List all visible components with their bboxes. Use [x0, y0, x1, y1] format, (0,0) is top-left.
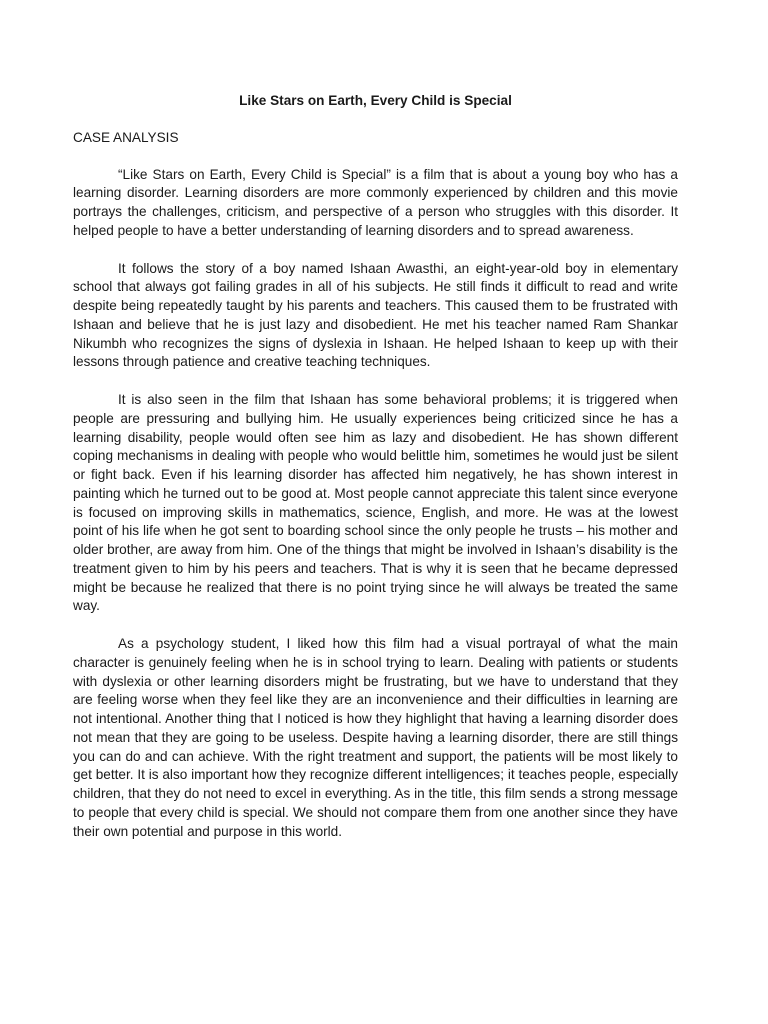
paragraph-1: “Like Stars on Earth, Every Child is Special” is a film that is about a young boy who has a learning disorder. Learning disorders are more commonly experienced by children and this movie portrays the challenges, criticism, and perspective of a person who struggles with this disorder. It helped people to have a better understanding of learning disorders and to spread awareness.: [73, 166, 678, 238]
section-heading: CASE ANALYSIS: [73, 129, 179, 145]
document-title: Like Stars on Earth, Every Child is Special: [239, 93, 512, 108]
paragraph-4: As a psychology student, I liked how this film had a visual portrayal of what the main character is genuinely feeling when he is in school trying to learn. Dealing with patients or students with dyslexia or other learning disorders might be frustrating, but we have to understand that they are feeling worse when they feel like they are an inconvenience and their difficulties in learning are not intentional. Another thing that I noticed is how they highlight that having a learning disorder does not mean that they are going to be useless. Despite having a learning disorder, there are still things you can do and can achieve. With the right treatment and support, the patients will be most likely to get better. It is also important how they recognize different intelligences; it teaches people, especially children, that they do not need to excel in everything. As in the title, this film sends a strong message to people that every child is special. We should not compare them from one another since they have their own potential and purpose in this world.: [73, 636, 678, 839]
paragraph-2: It follows the story of a boy named Ishaan Awasthi, an eight-year-old boy in elementary school that always got failing grades in all of his subjects. He still finds it difficult to read and write despite being repeatedly taught by his parents and teachers. This caused them to be frustrated with Ishaan and believe that he is just lazy and disobedient. He met his teacher named Ram Shankar Nikumbh who recognizes the signs of dyslexia in Ishaan. He helped Ishaan to keep up with their lessons through patience and creative teaching techniques.: [73, 260, 678, 370]
paragraph-3: It is also seen in the film that Ishaan has some behavioral problems; it is triggered when people are pressuring and bullying him. He usually experiences being criticized since he has a learning disability, people would often see him as lazy and disobedient. He has shown different coping mechanisms in dealing with people who would belittle him, sometimes he would just be silent or fight back. Even if his learning disorder has affected him negatively, he has shown interest in painting which he turned out to be good at. Most people cannot appreciate this talent since everyone is focused on improving skills in mathematics, science, English, and more. He was at the lowest point of his life when he got sent to boarding school since the only people he trusts – his mother and older brother, are away from him. One of the things that might be involved in Ishaan’s disability is the treatment given to him by his peers and teachers. That is why it is seen that he became depressed might be because he realized that there is no point trying since he will always be treated the same way.: [73, 392, 678, 614]
